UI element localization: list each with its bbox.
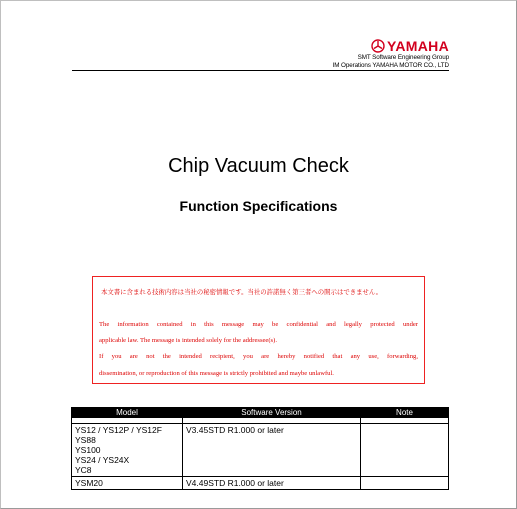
header-note: Note	[361, 408, 449, 418]
header-software-version: Software Version	[183, 408, 361, 418]
notice-line-4: dissemination, or reproduction of this message is strictly prohibited and maybe unlawful.	[99, 370, 334, 377]
table-row	[72, 477, 449, 490]
model-name: YS24 / YS24X	[75, 455, 130, 465]
document-subtitle: Function Specifications	[179, 198, 338, 214]
model-name: YS12 / YS12P / YS12F	[75, 425, 162, 435]
model-name: YSM20	[75, 478, 103, 488]
dept-line-1: SMT Software Engineering Group	[357, 54, 449, 61]
logo-text: YAMAHA	[387, 38, 449, 54]
table-row	[72, 424, 449, 477]
yamaha-logo	[371, 38, 449, 54]
notice-line-1: The information contained in this message may be confidential and legally protected under	[99, 321, 418, 328]
table-header-row	[72, 408, 449, 418]
notice-line-3: If you are not the intended recipient, you are hereby notified that any use, forwarding,	[99, 353, 418, 360]
software-version-table	[71, 407, 449, 490]
model-name: YS88	[75, 435, 96, 445]
dept-line-2: IM Operations YAMAHA MOTOR CO., LTD	[332, 62, 449, 69]
header-model: Model	[72, 408, 183, 418]
document-title: Chip Vacuum Check	[168, 155, 349, 177]
version-cell: V4.49STD R1.000 or later	[183, 477, 361, 490]
model-name: YC8	[75, 465, 92, 475]
model-cell	[72, 477, 183, 490]
version-cell: V3.45STD R1.000 or later	[183, 424, 361, 477]
notice-line-2: applicable law. The message is intended solely for the addressee(s).	[99, 337, 277, 344]
tuning-forks-icon	[371, 39, 385, 53]
model-name: YS100	[75, 445, 101, 455]
notice-japanese: 本文書に含まれる技術内容は当社の秘密情報です。当社の許諾無く第三者への開示はできません。	[101, 289, 383, 296]
header-divider	[72, 70, 449, 71]
department-info	[333, 54, 449, 70]
model-cell	[72, 424, 183, 477]
note-cell	[361, 477, 449, 490]
confidentiality-notice	[92, 276, 425, 384]
note-cell	[361, 424, 449, 477]
